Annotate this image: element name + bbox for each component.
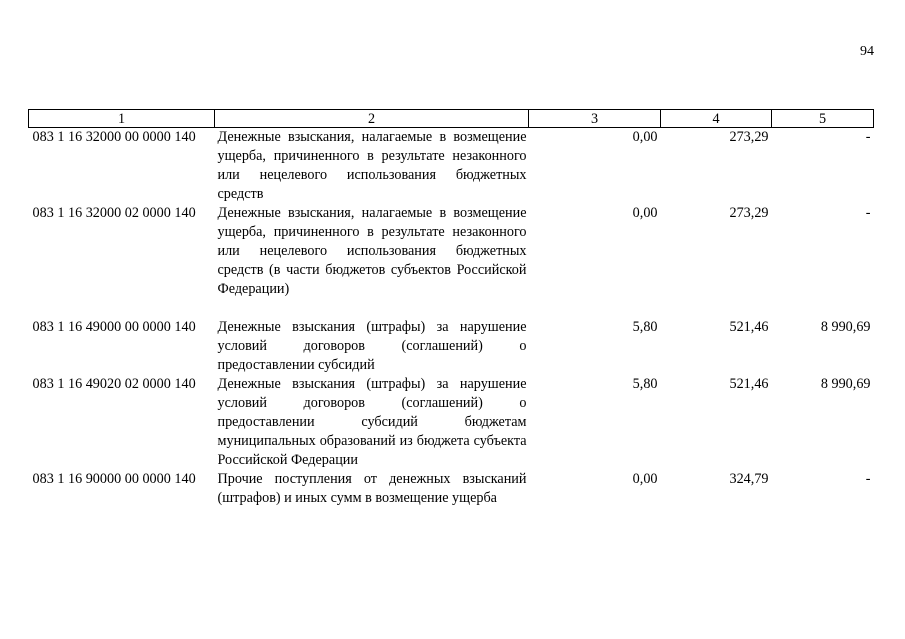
row-code: 083 1 16 32000 00 0000 140: [32, 129, 196, 145]
row-description: Прочие поступления от денежных взысканий (штрафов) и иных сумм в возмещение ущерба: [217, 471, 527, 506]
header-col-3: 3: [529, 110, 661, 128]
row-value-col3: 5,80: [632, 376, 658, 392]
row-value-col4: 521,46: [729, 319, 769, 335]
row-value-col5: -: [865, 471, 871, 487]
row-value-col3: 0,00: [632, 471, 658, 487]
row-value-col5: 8 990,69: [820, 376, 871, 392]
row-value-col4: 273,29: [729, 129, 769, 145]
table-row: [29, 375, 874, 470]
row-value-col4: 324,79: [729, 471, 769, 487]
row-value-col5: 8 990,69: [820, 319, 871, 335]
row-code: 083 1 16 49020 02 0000 140: [32, 376, 196, 392]
table-row: [29, 470, 874, 508]
blank-row: [29, 299, 874, 318]
row-code: 083 1 16 49000 00 0000 140: [32, 319, 196, 335]
row-code: 083 1 16 90000 00 0000 140: [32, 471, 196, 487]
table-row: [29, 318, 874, 375]
row-value-col4: 273,29: [729, 205, 769, 221]
row-value-col5: -: [865, 205, 871, 221]
header-col-2: 2: [215, 110, 529, 128]
row-value-col4: 521,46: [729, 376, 769, 392]
row-description: Денежные взыскания, налагаемые в возмещение ущерба, причиненного в результате незаконного или нецелевого использования бюджетных средств (в части бюджетов субъектов Российской Федерации): [217, 205, 527, 297]
header-col-5: 5: [772, 110, 874, 128]
table-row: [29, 128, 874, 205]
row-value-col3: 0,00: [632, 205, 658, 221]
table-row: [29, 204, 874, 299]
row-code: 083 1 16 32000 02 0000 140: [32, 205, 196, 221]
table-header: [29, 110, 874, 128]
page-number: 94: [860, 44, 874, 59]
row-description: Денежные взыскания (штрафы) за нарушение условий договоров (соглашений) о предоставлении субсидий: [217, 319, 527, 373]
row-value-col3: 0,00: [632, 129, 658, 145]
row-value-col5: -: [865, 129, 871, 145]
header-col-4: 4: [661, 110, 772, 128]
budget-table: [28, 109, 874, 508]
header-col-1: 1: [29, 110, 215, 128]
row-description: Денежные взыскания (штрафы) за нарушение условий договоров (соглашений) о предоставлении субсидий бюджетам муниципальных образований из бюджета субъекта Российской Федерации: [217, 376, 527, 468]
row-description: Денежные взыскания, налагаемые в возмещение ущерба, причиненного в результате незаконного или нецелевого использования бюджетных средств: [217, 129, 527, 202]
row-value-col3: 5,80: [632, 319, 658, 335]
